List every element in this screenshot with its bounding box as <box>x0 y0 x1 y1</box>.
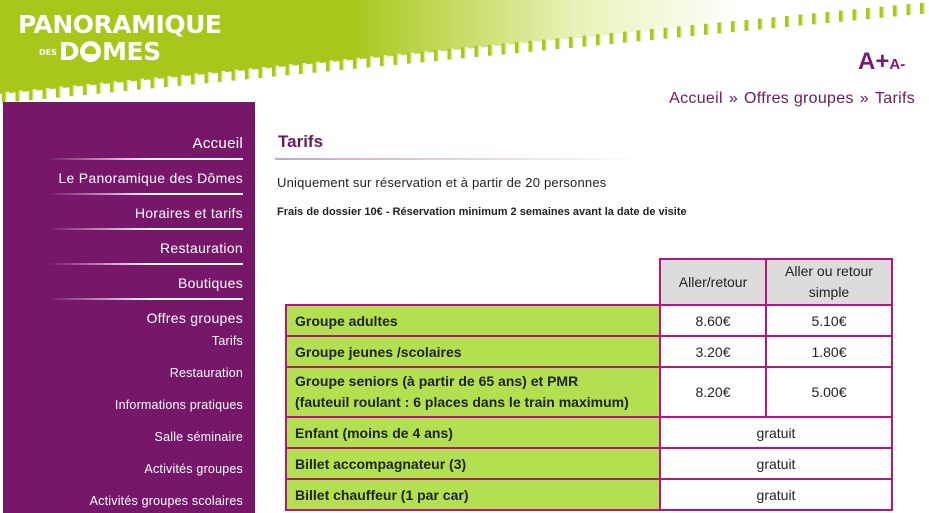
logo-text-panoramique: PANORAMIQUE <box>18 10 222 39</box>
tarifs-table <box>285 258 893 511</box>
table-row <box>286 305 892 336</box>
row-label <box>286 367 660 417</box>
sidebar-item-panoramique[interactable]: Le Panoramique des Dômes <box>58 170 243 186</box>
table-row <box>286 448 892 479</box>
sidebar-nav <box>3 102 255 513</box>
breadcrumb-separator: » <box>859 90 869 107</box>
sidebar-divider <box>47 263 243 265</box>
row-label: Groupe adultes <box>286 305 660 336</box>
breadcrumb-accueil[interactable]: Accueil <box>669 90 723 107</box>
price-aller-retour: 3.20€ <box>660 336 766 367</box>
train-logo-icon <box>80 41 101 62</box>
font-decrease-button[interactable]: A- <box>889 56 906 73</box>
row-label: Groupe jeunes /scolaires <box>286 336 660 367</box>
table-row <box>286 336 892 367</box>
page-title: Tarifs <box>278 132 324 151</box>
price-merged: gratuit <box>660 479 892 510</box>
sidebar-item-offres-groupes[interactable]: Offres groupes <box>146 310 243 326</box>
sidebar-divider <box>47 158 243 160</box>
sidebar-item-horaires[interactable]: Horaires et tarifs <box>134 205 243 221</box>
breadcrumb-offres-groupes[interactable]: Offres groupes <box>744 90 854 107</box>
price-aller-retour: 8.20€ <box>660 367 766 417</box>
sidebar-subitem-activites-scolaires[interactable]: Activités groupes scolaires <box>89 494 243 508</box>
price-aller-simple: 1.80€ <box>766 336 892 367</box>
sidebar-item-restauration[interactable]: Restauration <box>160 240 243 256</box>
row-label-line1: Groupe seniors (à partir de 65 ans) et PMR <box>295 373 579 389</box>
price-aller-simple: 5.00€ <box>766 367 892 417</box>
sidebar-divider <box>47 228 243 230</box>
breadcrumb-separator: » <box>728 90 739 107</box>
column-header-aller-retour: Aller/retour <box>660 259 766 305</box>
logo-text-domes: DESD MES <box>39 37 161 66</box>
sidebar-subitem-activites-groupes[interactable]: Activités groupes <box>144 462 243 476</box>
sidebar-divider <box>47 193 243 195</box>
breadcrumb <box>669 90 915 108</box>
sidebar-item-boutiques[interactable]: Boutiques <box>178 275 243 291</box>
sidebar-subitem-restauration[interactable]: Restauration <box>169 366 243 380</box>
sidebar-subitem-salle-seminaire[interactable]: Salle séminaire <box>154 430 243 444</box>
breadcrumb-current: Tarifs <box>874 90 915 107</box>
table-row <box>286 367 892 417</box>
sidebar-divider <box>47 298 243 300</box>
row-label-line2: (fauteuil roulant : 6 places dans le train maximum) <box>295 394 629 410</box>
table-header-row <box>286 259 892 305</box>
site-logo[interactable] <box>18 10 258 66</box>
sidebar-subitem-tarifs[interactable]: Tarifs <box>211 334 243 348</box>
sidebar-item-accueil[interactable]: Accueil <box>192 135 243 152</box>
price-aller-retour: 8.60€ <box>660 305 766 336</box>
intro-text: Uniquement sur réservation et à partir de 20 personnes <box>277 175 607 190</box>
column-header-aller-simple: Aller ou retour simple <box>766 259 892 305</box>
row-label: Enfant (moins de 4 ans) <box>286 417 660 448</box>
table-header-blank <box>286 259 660 305</box>
table-row <box>286 417 892 448</box>
table-row <box>286 479 892 510</box>
title-divider <box>275 158 645 160</box>
sidebar-subitem-infos-pratiques[interactable]: Informations pratiques <box>114 398 243 412</box>
price-merged: gratuit <box>660 417 892 448</box>
row-label: Billet accompagnateur (3) <box>286 448 660 479</box>
price-aller-simple: 5.10€ <box>766 305 892 336</box>
font-increase-button[interactable]: A+ <box>858 48 890 75</box>
row-label: Billet chauffeur (1 par car) <box>286 479 660 510</box>
price-merged: gratuit <box>660 448 892 479</box>
font-size-controls <box>858 48 905 76</box>
fees-text: Frais de dossier 10€ - Réservation minimum 2 semaines avant la date de visite <box>277 206 687 218</box>
